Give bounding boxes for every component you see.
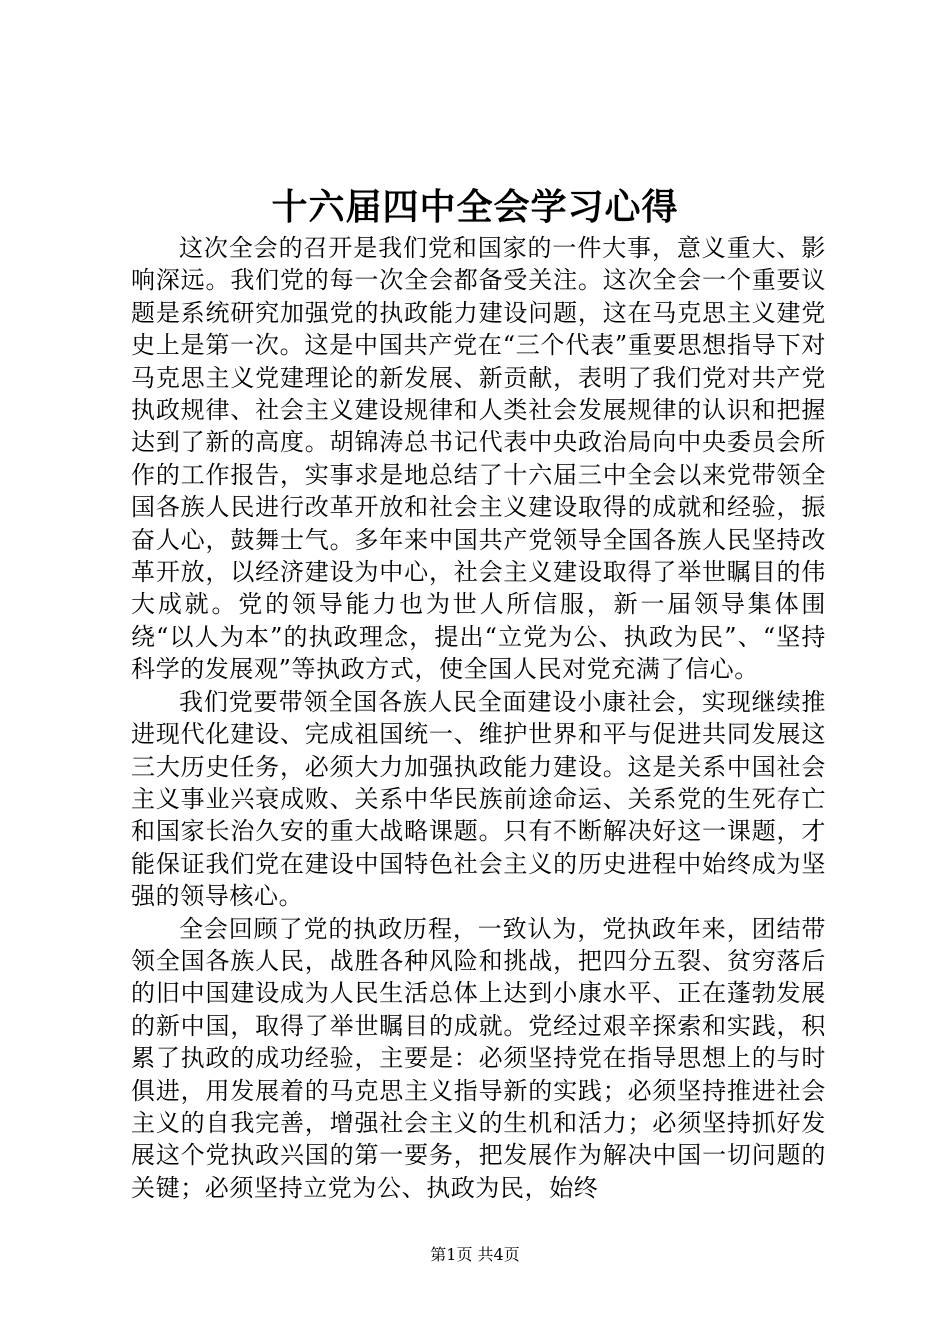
paragraph-2: 我们党要带领全国各族人民全面建设小康社会，实现继续推进现代化建设、完成祖国统一、维护世界和平与促进共同发展这三大历史任务，必须大力加强执政能力建设。这是关系中国社会主义事业兴衰成败、关系中华民族前途命运、关系党的生死存亡和国家长治久安的重大战略课题。只有不断解决好这一课题，才能保证我们党在建设中国特色社会主义的历史进程中始终成为坚强的领导核心。 (131, 687, 826, 911)
page-footer: 第1页 共4页 (430, 1245, 520, 1264)
paragraph-3: 全会回顾了党的执政历程，一致认为，党执政年来，团结带领全国各族人民，战胜各种风险和挑战，把四分五裂、贫穷落后的旧中国建设成为人民生活总体上达到小康水平、正在蓬勃发展的新中国，取得了举世瞩目的成就。党经过艰辛探索和实践，积累了执政的成功经验，主要是：必须坚持党在指导思想上的与时俱进，用发展着的马克思主义指导新的实践；必须坚持推进社会主义的自我完善，增强社会主义的生机和活力；必须坚持抓好发展这个党执政兴国的第一要务，把发展作为解决中国一切问题的关键；必须坚持立党为公、执政为民，始终 (131, 914, 826, 1202)
paragraph-1: 这次全会的召开是我们党和国家的一件大事，意义重大、影响深远。我们党的每一次全会都备受关注。这次全会一个重要议题是系统研究加强党的执政能力建设问题，这在马克思主义建党史上是第一次。这是中国共产党在“三个代表”重要思想指导下对马克思主义党建理论的新发展、新贡献，表明了我们党对共产党执政规律、社会主义建设规律和人类社会发展规律的认识和把握达到了新的高度。胡锦涛总书记代表中央政治局向中央委员会所作的工作报告，实事求是地总结了十六届三中全会以来党带领全国各族人民进行改革开放和社会主义建设取得的成就和经验，振奋人心，鼓舞士气。多年来中国共产党领导全国各族人民坚持改革开放，以经济建设为中心，社会主义建设取得了举世瞩目的伟大成就。党的领导能力也为世人所信服，新一届领导集体围绕“以人为本”的执政理念，提出“立党为公、执政为民”、“坚持科学的发展观”等执政方式，使全国人民对党充满了信心。 (131, 234, 826, 684)
document-title: 十六届四中全会学习心得 (271, 186, 679, 228)
document-body (131, 232, 826, 1204)
